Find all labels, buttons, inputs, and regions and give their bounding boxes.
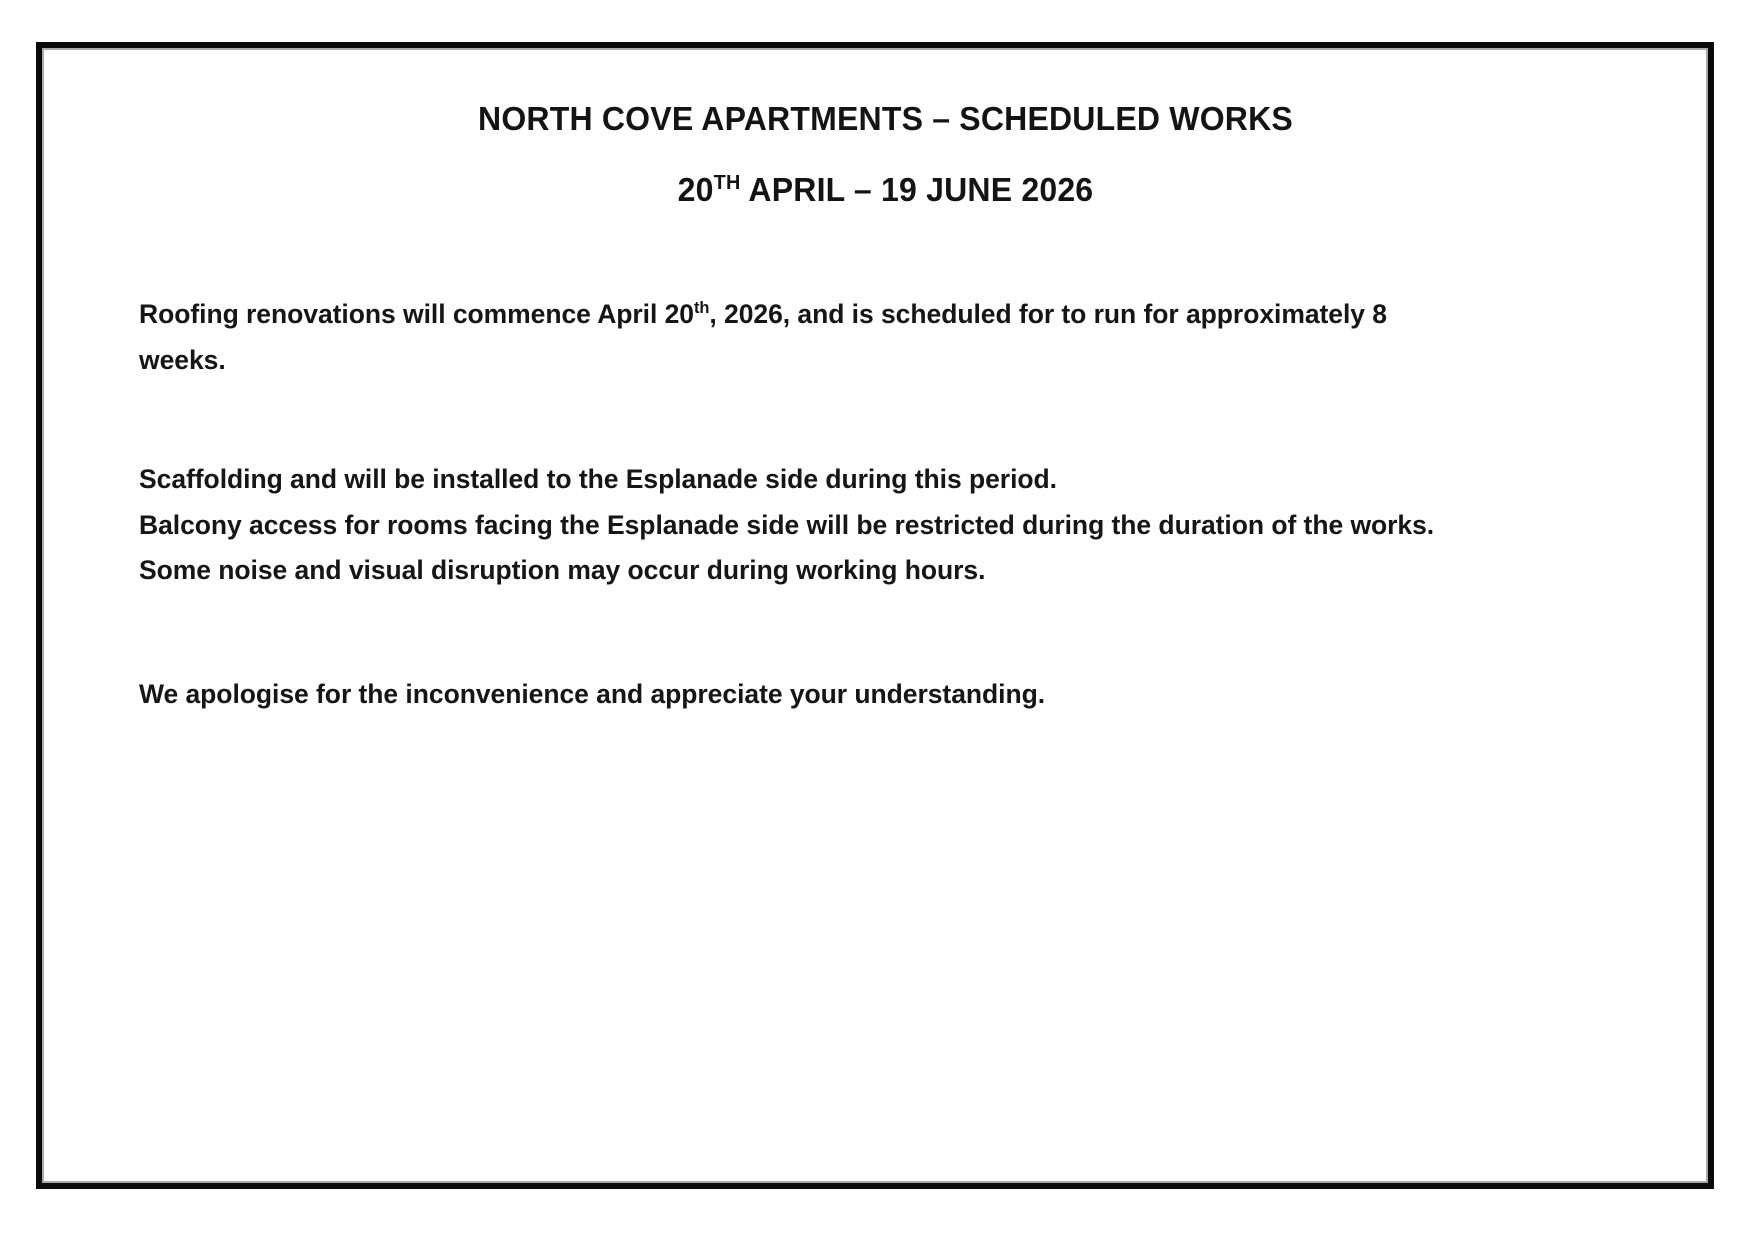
paragraph-roofing-schedule [139,292,1469,383]
notice-title-line-1: NORTH COVE APARTMENTS – SCHEDULED WORKS [478,100,1293,137]
paragraph-roofing-text-after: , 2026, and is scheduled for to run for approximately 8 weeks. [139,299,1388,375]
paragraph-scaffolding: Scaffolding and will be installed to the Esplanade side during this period. [139,464,1057,495]
paragraph-noise-disruption: Some noise and visual disruption may occur during working hours. [139,555,986,586]
notice-date-day: 20 [677,171,714,208]
notice-heading [139,102,1632,206]
notice-date-ordinal-suffix: TH [713,171,741,194]
notice-title-line-2 [161,173,1609,206]
notice-date-range: APRIL – 19 JUNE 2026 [740,171,1094,208]
paragraph-apology: We apologise for the inconvenience and appreciate your understanding. [139,678,1046,709]
page-border-outer [36,42,1714,1189]
paragraph-roofing-text-before: Roofing renovations will commence April 20 [139,299,694,329]
paragraph-spacer [139,594,1632,672]
paragraph-roofing-ordinal-suffix: th [694,299,710,318]
notice-body [139,292,1632,717]
document-content [44,50,1706,1181]
paragraph-balcony-access: Balcony access for rooms facing the Esplanade side will be restricted during the duration of the works. [139,509,1435,540]
page-border-inner [42,48,1708,1183]
paragraph-spacer [139,383,1632,457]
